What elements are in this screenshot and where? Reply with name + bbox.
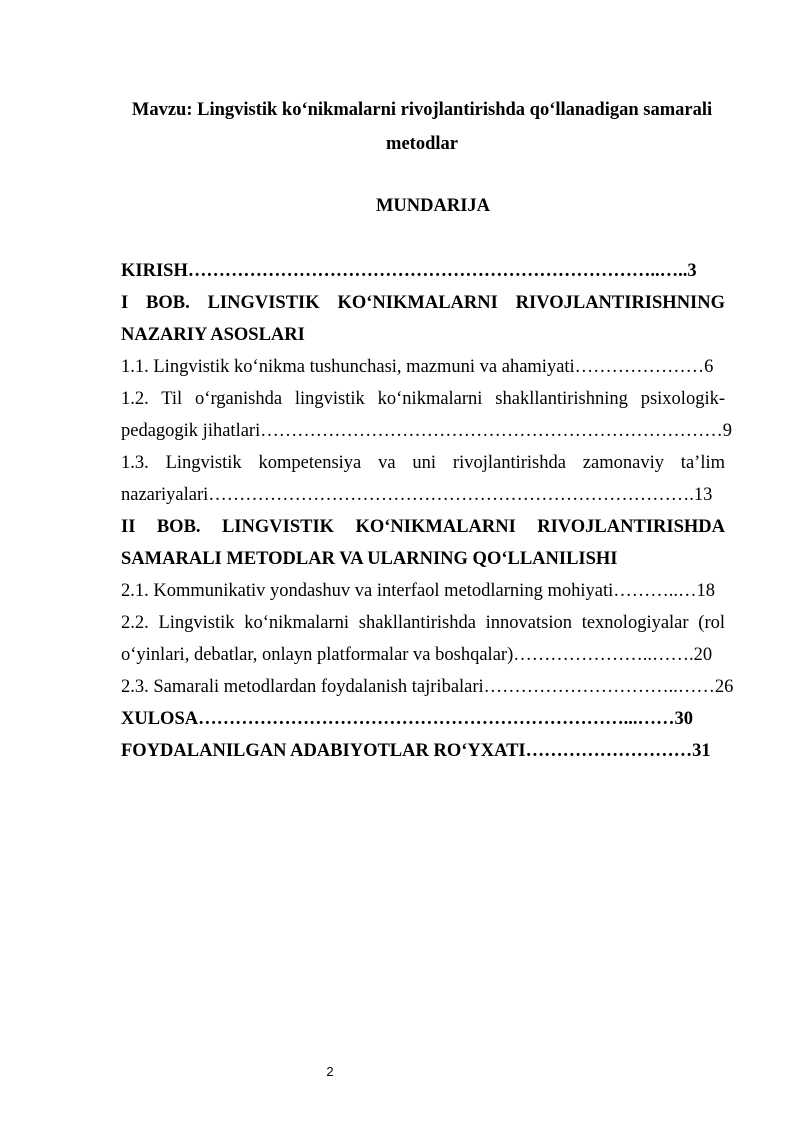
document-title	[110, 93, 734, 161]
toc-entry-2-1[interactable]	[121, 575, 725, 607]
toc-entry-1-2[interactable]	[121, 383, 732, 447]
toc-entry-xulosa[interactable]	[121, 703, 725, 735]
toc-entry-line-1: 1.3. Lingvistik kompetensiya va uni rivojlantirishda zamonaviy ta’lim	[121, 453, 725, 473]
toc-entry-text: XULOSA……………………………………………………………...……30	[121, 709, 693, 729]
toc-entry-chapter-2[interactable]	[121, 511, 725, 575]
toc-entry-kirish[interactable]	[121, 255, 725, 287]
table-of-contents	[121, 255, 734, 767]
toc-entry-line-1: 2.2. Lingvistik ko‘nikmalarni shakllantirishda innovatsion texnologiyalar (rol	[121, 613, 725, 633]
toc-heading: MUNDARIJA	[375, 196, 491, 216]
toc-entry-line-2: o‘yinlari, debatlar, onlayn platformalar va boshqalar)…………………..…….20	[121, 645, 713, 665]
toc-entry-line-1: 1.2. Til o‘rganishda lingvistik ko‘nikmalarni shakllantirishning psixologik-	[121, 389, 725, 409]
toc-entry-line-2: nazariyalari…………………………………………………………………….13	[121, 485, 713, 505]
toc-entry-bibliography[interactable]	[121, 735, 725, 767]
toc-entry-text: FOYDALANILGAN ADABIYOTLAR RO‘YXATI………………………31	[121, 741, 711, 761]
document-title-line-2: metodlar	[386, 134, 458, 154]
toc-entry-1-3[interactable]	[121, 447, 725, 511]
toc-entry-line-2: NAZARIY ASOSLARI	[121, 325, 305, 345]
toc-entry-1-1[interactable]	[121, 351, 725, 383]
page-number: 2	[326, 1064, 334, 1079]
toc-entry-text: KIRISH…………………………………………………………………..…..3	[121, 261, 697, 281]
toc-entry-2-2[interactable]	[121, 607, 725, 671]
toc-entry-line-1: II BOB. LINGVISTIK KO‘NIKMALARNI RIVOJLANTIRISHDA	[121, 517, 725, 537]
toc-entry-text: 2.1. Kommunikativ yondashuv va interfaol metodlarning mohiyati………..…18	[121, 581, 715, 601]
toc-entry-chapter-1[interactable]	[121, 287, 725, 351]
toc-entry-line-2: pedagogik jihatlari…………………………………………………………………9	[121, 421, 732, 441]
toc-entry-2-3[interactable]	[121, 671, 734, 703]
document-title-line-1: Mavzu: Lingvistik ko‘nikmalarni rivojlantirishda qo‘llanadigan samarali	[131, 100, 713, 120]
toc-entry-line-2: SAMARALI METODLAR VA ULARNING QO‘LLANILISHI	[121, 549, 618, 569]
toc-entry-text: 1.1. Lingvistik ko‘nikma tushunchasi, mazmuni va ahamiyati…………………6	[121, 357, 714, 377]
toc-entry-text: 2.3. Samarali metodlardan foydalanish tajribalari…………………………..……26	[121, 677, 734, 697]
toc-entry-line-1: I BOB. LINGVISTIK KO‘NIKMALARNI RIVOJLANTIRISHNING	[121, 293, 725, 313]
